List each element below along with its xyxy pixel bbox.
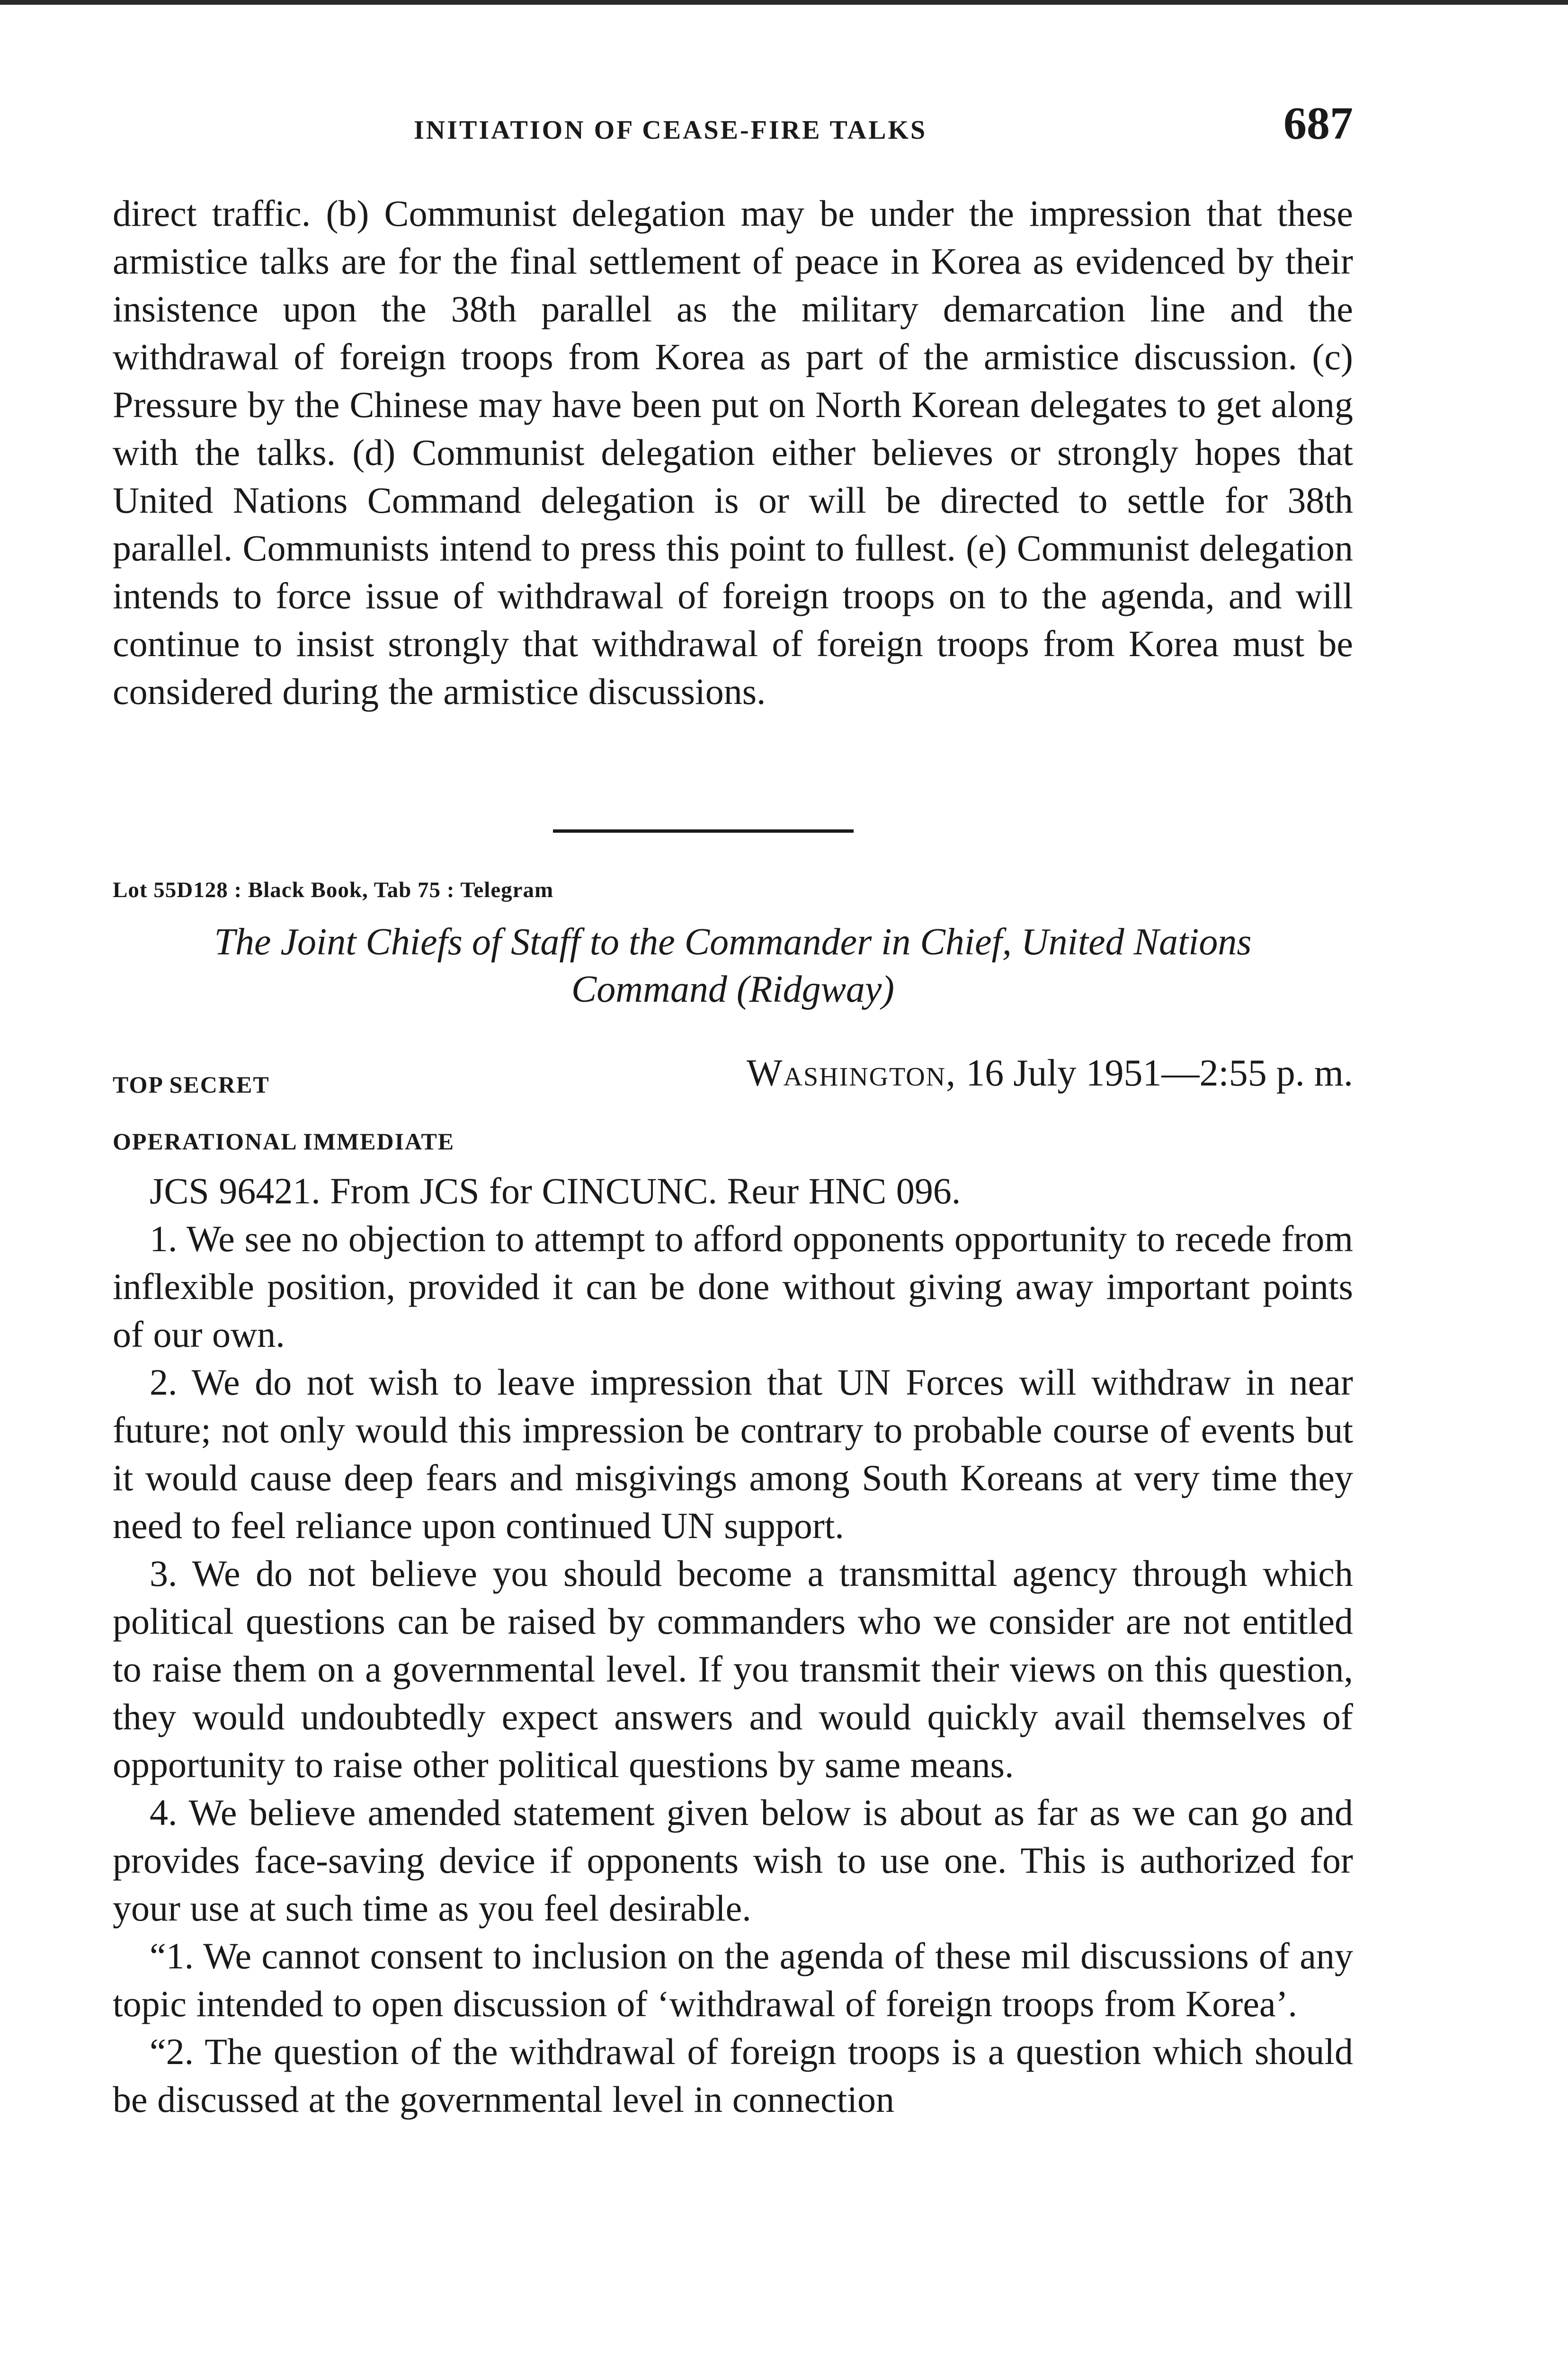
continued-paragraph-block [113, 189, 1353, 715]
telegram-paragraph-3: 3. We do not believe you should become a transmittal agency through which political questions can be raised by commanders who we consider are not entitled to raise them on a governmental level. If you transmit their views on this question, they would undoubtedly expect answers and would quickly avail themselves of opportunity to raise other political questions by same means. [113, 1553, 1353, 1785]
document-title-line-2: Command (Ridgway) [571, 969, 895, 1010]
quoted-statement-2: “2. The question of the withdrawal of foreign troops is a question which should be discussed at the governmental level in connection [113, 2031, 1353, 2120]
document-title [113, 918, 1353, 1013]
classification-label: TOP SECRET [113, 1071, 270, 1098]
running-head [113, 97, 1353, 149]
source-citation: Lot 55D128 : Black Book, Tab 75 : Telegram [113, 878, 554, 902]
dateline-place: Washington, [747, 1052, 957, 1094]
dateline [747, 1052, 1353, 1095]
telegram-paragraph-2: 2. We do not wish to leave impression that UN Forces will withdraw in near future; not only would this impression be contrary to probable course of events but it would cause deep fears and misgivings among South Koreans at very time they need to feel reliance upon continued UN support. [113, 1361, 1353, 1546]
telegram-paragraph-1: 1. We see no objection to attempt to afford opponents opportunity to recede from inflexible position, provided it can be done without giving away important points of our own. [113, 1218, 1353, 1355]
dateline-date: 16 July 1951—2:55 p. m. [966, 1052, 1353, 1094]
page-number: 687 [1283, 98, 1353, 149]
section-divider [553, 829, 854, 833]
quoted-statement-1: “1. We cannot consent to inclusion on the agenda of these mil discussions of any topic intended to open discussion of ‘withdrawal of foreign troops from Korea’. [113, 1935, 1353, 2024]
telegram-body [113, 1167, 1353, 2123]
page-top-edge [0, 0, 1568, 5]
precedence-label: OPERATIONAL IMMEDIATE [113, 1128, 455, 1155]
continued-paragraph: direct traffic. (b) Communist delegation may be under the impression that these armistice talks are for the final settlement of peace in Korea as evidenced by their insistence upon the 38th parallel as the military demarcation line and the withdrawal of foreign troops from Korea as part of the armistice discussion. (c) Pressure by the Chinese may have been put on North Korean delegates to get along with the talks. (d) Communist delegation either believes or strongly hopes that United Nations Command delegation is or will be directed to settle for 38th parallel. Communists intend to press this point to fullest. (e) Communist delegation intends to force issue of withdrawal of foreign troops on to the agenda, and will continue to insist strongly that withdrawal of foreign troops from Korea must be considered during the armistice discussions. [113, 193, 1353, 712]
running-title: INITIATION OF CEASE-FIRE TALKS [414, 116, 927, 145]
document-title-line-1: The Joint Chiefs of Staff to the Commander in Chief, United Nations [214, 921, 1252, 963]
telegram-reference: JCS 96421. From JCS for CINCUNC. Reur HNC 096. [150, 1170, 961, 1211]
telegram-paragraph-4: 4. We believe amended statement given below is about as far as we can go and provides face-saving device if opponents wish to use one. This is authorized for your use at such time as you feel desirable. [113, 1792, 1353, 1929]
